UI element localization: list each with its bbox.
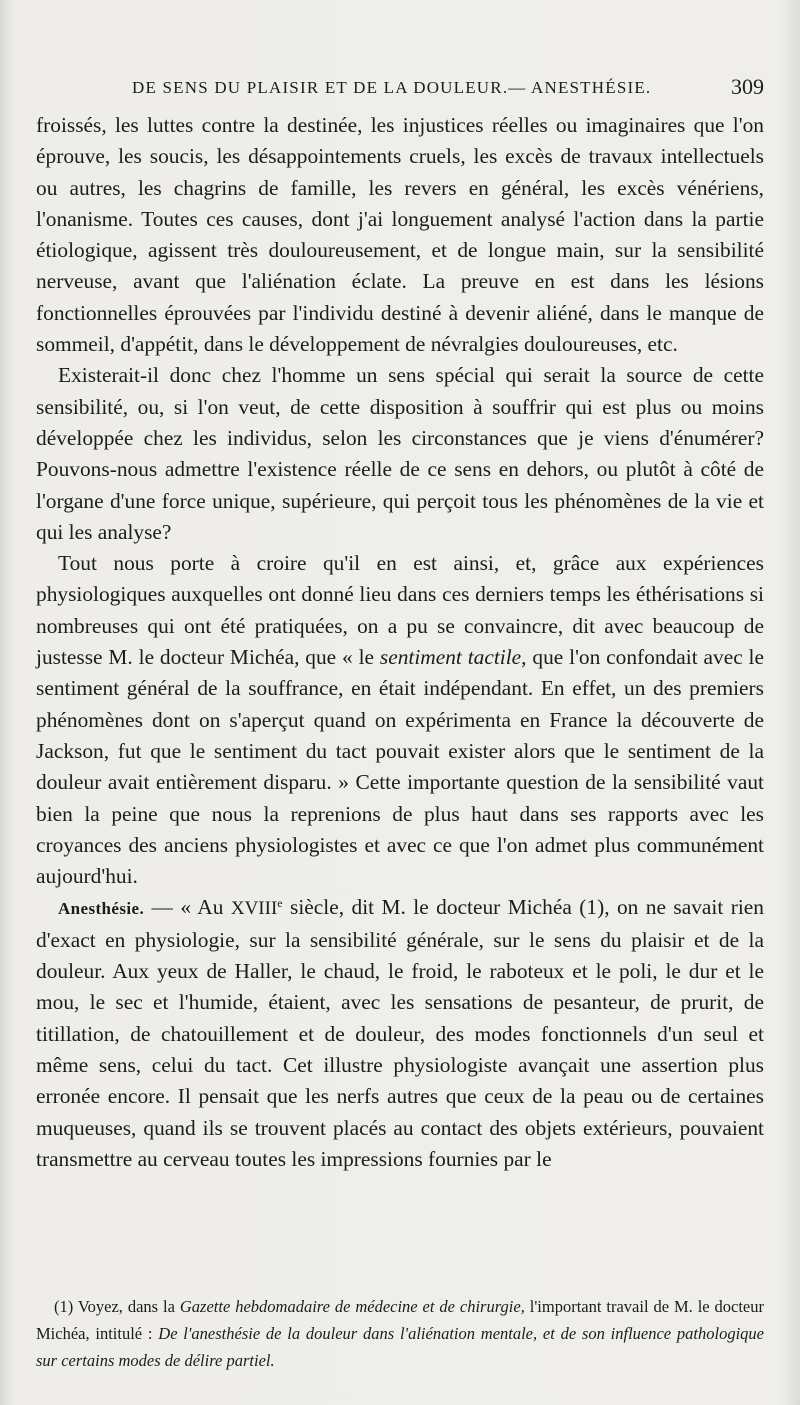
paragraph-4-text-a: — « Au	[144, 895, 231, 920]
footnote-text-a: (1) Voyez, dans la	[54, 1297, 180, 1316]
footnote-work-title: De l'anesthésie de la douleur dans l'aliénation mentale, et de son influence pathologique sur certains modes de délire partiel.	[36, 1324, 764, 1370]
paragraph-4	[36, 892, 764, 1175]
footnote	[36, 1293, 764, 1374]
page-header	[36, 74, 764, 102]
body-text	[36, 110, 764, 1175]
footnote-text-b: , l'important travail de M. le docteur Michéa, intitulé :	[36, 1297, 764, 1343]
century-numeral: XVIII	[230, 898, 278, 920]
page-number: 309	[731, 74, 764, 99]
paragraph-2: Existerait-il donc chez l'homme un sens spécial qui serait la source de cette sensibilité, ou, si l'on veut, de cette disposition à souffrir qui est plus ou moins développée chez les individus, selon les circonstances que je viens d'énumérer? Pouvons-nous admettre l'existence réelle de ce sens en dehors, ou plutôt à côté de l'organe d'une force unique, supérieure, qui perçoit tous les phénomènes de la vie et qui les analyse?	[36, 363, 764, 544]
footnote-1	[36, 1293, 764, 1374]
running-title: DE SENS DU PLAISIR ET DE LA DOULEUR.— ANESTHÉSIE.	[132, 78, 652, 97]
paragraph-3-text-a: Tout nous porte à croire qu'il en est ainsi, et, grâce aux expériences physiologiques auxquelles ont donné lieu dans ces derniers temps les éthérisations si nombreuses qui ont été pratiquées, on a pu se convaincre, dit avec beaucoup de justesse M. le docteur Michéa, que « le	[36, 551, 764, 670]
paragraph-3-text-b: , que l'on confondait avec le sentiment général de la souffrance, en était indépendant. En effet, un des premiers phénomènes dont on s'aperçut quand on expérimenta en France la découverte de Jackson, fut que le sentiment du tact pouvait exister alors que le sentiment de la douleur avait entièrement disparu. » Cette importante question de la sensibilité vaut bien la peine que nous la reprenions de plus haut dans ses rapports avec les croyances des anciens physiologistes et avec ce que l'on admet plus communément aujourd'hui.	[36, 645, 764, 889]
century-superscript: e	[277, 896, 283, 911]
section-rubric: Anesthésie.	[58, 899, 145, 919]
paragraph-4-text-b: siècle, dit M. le docteur Michéa (1), on ne savait rien d'exact en physiologie, sur la sensibilité générale, sur le sens du plaisir et de la douleur. Aux yeux de Haller, le chaud, le froid, le raboteux et le poli, le dur et le mou, le sec et l'humide, étaient, avec les sensations de pesanteur, de prurit, de titillation, de chatouillement et de douleur, des modes fonctionnels d'un seul et même sens, celui du tact. Cet illustre physiologiste avançait une assertion plus erronée encore. Il pensait que les nerfs autres que ceux de la peau ou de certaines muqueuses, quand ils se trouvent placés au contact des objets extérieurs, pouvaient transmettre au cerveau toutes les impressions fournies par le	[36, 895, 764, 1171]
footnote-journal-title: Gazette hebdomadaire de médecine et de chirurgie	[179, 1297, 521, 1316]
paragraph-1: froissés, les luttes contre la destinée, les injustices réelles ou imaginaires que l'on éprouve, les soucis, les désappointements cruels, les excès de travaux intellectuels ou autres, les chagrins de famille, les revers en général, les excès vénériens, l'onanisme. Toutes ces causes, dont j'ai longuement analysé l'action dans la partie étiologique, agissent très douloureusement, et de longue main, sur la sensibilité nerveuse, avant que l'aliénation éclate. La preuve en est dans les lésions fonctionnelles éprouvées par l'individu destiné à devenir aliéné, dans le manque de sommeil, d'appétit, dans le développement de névralgies douloureuses, etc.	[36, 113, 764, 357]
italic-term: sentiment tactile	[379, 645, 522, 670]
paragraph-3	[36, 548, 764, 892]
